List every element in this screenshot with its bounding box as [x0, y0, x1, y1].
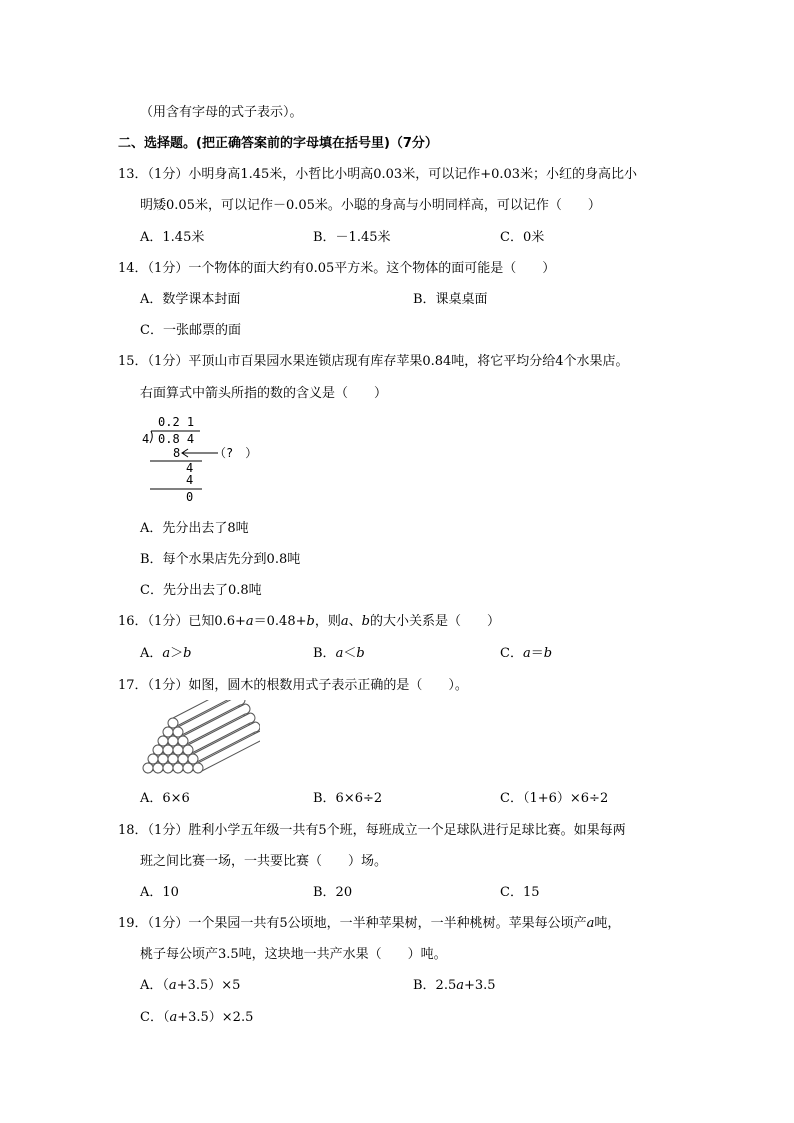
- previous-answer-note: （用含有字母的式子表示）。: [140, 105, 303, 120]
- log-end: [148, 754, 158, 764]
- division-dividend: 0.8 4: [158, 432, 195, 446]
- log-end: [158, 754, 168, 764]
- log-end: [173, 745, 183, 755]
- division-bracket: [150, 431, 152, 443]
- log-end: [178, 754, 188, 764]
- question-13-option-b: B．－1.45米: [313, 230, 391, 245]
- division-divisor: 4: [142, 432, 150, 446]
- question-13-option-a: A．1.45米: [140, 230, 205, 245]
- log-end: [163, 727, 173, 737]
- question-14-option-a: A．数学课本封面: [140, 292, 241, 307]
- question-13-line-1: 13．（1分）小明身高1.45米，小哲比小明高0.03米，可以记作+0.03米；小红的身高比小: [118, 167, 638, 182]
- arrow-label: （? ）: [214, 446, 258, 460]
- log-end: [168, 736, 178, 746]
- question-19-option-c: C．（a+3.5）×2.5: [140, 1010, 254, 1025]
- question-16-line-1: 16．（1分）已知0.6+a＝0.48+b，则a、b的大小关系是（ ）: [118, 614, 500, 629]
- question-18-option-c: C．15: [500, 885, 540, 900]
- division-step-3: 4: [186, 473, 194, 487]
- question-17-line-1: 17．（1分）如图，圆木的根数用式子表示正确的是（ ）。: [118, 678, 468, 693]
- question-13-line-2: 明矮0.05米，可以记作－0.05米。小聪的身高与小明同样高，可以记作（ ）: [140, 198, 601, 213]
- log-end: [158, 736, 168, 746]
- question-16-option-c: C．a＝b: [500, 646, 553, 661]
- question-16-option-b: B．a＜b: [313, 646, 365, 661]
- question-14-line-1: 14．（1分）一个物体的面大约有0.05平方米。这个物体的面可能是（ ）: [118, 261, 556, 276]
- question-18-line-1: 18．（1分）胜利小学五年级一共有5个班，每班成立一个足球队进行足球比赛。如果每两: [118, 823, 626, 838]
- division-quotient: 0.2 1: [158, 415, 195, 429]
- log-end: [193, 763, 203, 773]
- long-division-figure: [138, 413, 268, 509]
- question-15-option-a: A．先分出去了8吨: [140, 521, 249, 536]
- log-end: [188, 754, 198, 764]
- log-end: [183, 763, 193, 773]
- log-end: [173, 727, 183, 737]
- log-end: [178, 736, 188, 746]
- log-end: [163, 763, 173, 773]
- log-end: [183, 745, 193, 755]
- division-remainder: 0: [186, 490, 194, 504]
- log-end: [143, 763, 153, 773]
- question-17-option-c: C．（1+6）×6÷2: [500, 791, 609, 806]
- division-step-1: 8: [173, 446, 181, 460]
- question-19-line-1: 19．（1分）一个果园一共有5公顷地，一半种苹果树，一半种桃树。苹果每公顷产a吨，: [118, 916, 621, 931]
- log-end: [168, 718, 178, 728]
- log-end: [153, 763, 163, 773]
- question-18-option-b: B．20: [313, 885, 353, 900]
- question-19-option-a: A．（a+3.5）×5: [140, 978, 241, 993]
- log-end: [153, 745, 163, 755]
- question-19-line-2: 桃子每公顷产3.5吨，这块地一共产水果（ ）吨。: [140, 947, 447, 962]
- question-18-line-2: 班之间比赛一场，一共要比赛（ ）场。: [140, 854, 388, 869]
- log-pile-figure: [140, 700, 260, 780]
- question-15-line-2: 右面算式中箭头所指的数的含义是（ ）: [140, 386, 388, 401]
- question-14-option-b: B．课桌桌面: [413, 292, 488, 307]
- question-17-option-a: A．6×6: [140, 791, 190, 806]
- question-13-option-c: C．0米: [500, 230, 545, 245]
- section-title: 二、选择题。(把正确答案前的字母填在括号里)（7分）: [118, 136, 438, 151]
- question-19-option-b: B．2.5a+3.5: [413, 978, 496, 993]
- question-15-line-1: 15．（1分）平顶山市百果园水果连锁店现有库存苹果0.84吨，将它平均分给4个水果店。: [118, 354, 629, 369]
- question-15-option-b: B．每个水果店先分到0.8吨: [140, 552, 301, 567]
- log-end: [173, 763, 183, 773]
- question-18-option-a: A．10: [140, 885, 179, 900]
- question-15-option-c: C．先分出去了0.8吨: [140, 583, 262, 598]
- division-step-2: 4: [186, 461, 194, 475]
- log-end: [163, 745, 173, 755]
- question-17-option-b: B．6×6÷2: [313, 791, 383, 806]
- log-end: [168, 754, 178, 764]
- question-16-option-a: A．a＞b: [140, 646, 192, 661]
- question-14-option-c: C．一张邮票的面: [140, 323, 241, 338]
